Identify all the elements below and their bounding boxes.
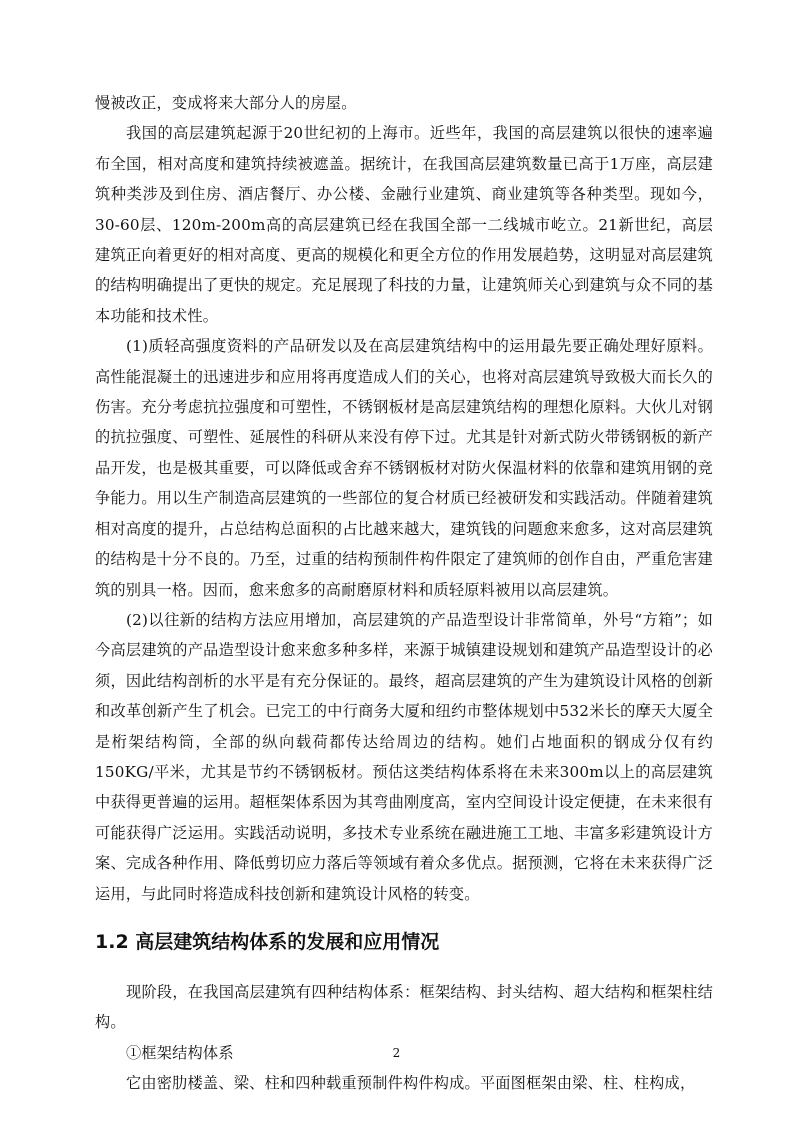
- paragraph-systems-intro: 现阶段，在我国高层建筑有四种结构体系：框架结构、封头结构、超大结构和框架柱结构。: [95, 982, 713, 1032]
- paragraph-frame-description: 它由密肋楼盖、梁、柱和四种载重预制件构件构成。平面图框架由梁、柱、柱构成，: [126, 1074, 696, 1093]
- paragraph-history: 我国的高层建筑起源于20世纪初的上海市。近些年，我国的高层建筑以很快的速率遍布全国，相对高度和建筑持续被遮盖。据统计，在我国高层建筑数量已高于1万座，高层建筑种类涉及到住房、酒店餐厅、办公楼、金融行业建筑、商业建筑等各种类型。现如今，30-60层、120m-200m高的高层建筑已经在我国全部一二线城市屹立。21新世纪，高层建筑正向着更好的相对高度、更高的规模化和更全方位的作用发展趋势，这明显对高层建筑的结构明确提出了更快的规定。充足展现了科技的力量，让建筑师关心到建筑与众不同的基本功能和技术性。: [95, 124, 713, 325]
- paragraph-structures: (2)以往新的结构方法应用增加，高层建筑的产品造型设计非常简单，外号“方箱”；如今高层建筑的产品造型设计愈来愈多种多样，来源于城镇建设规划和建筑产品造型设计的必须，因此结构剖析的水平是有充分保证的。最终，超高层建筑的产生为建筑设计风格的创新和改革创新产生了机会。已完工的中行商务大厦和纽约市整体规划中532米长的摩天大厦全是桁架结构筒，全部的纵向载荷都传达给周边的结构。她们占地面积的钢成分仅有约150KG/平米，尤其是节约不锈钢板材。预估这类结构体系将在未来300m以上的高层建筑中获得更普遍的运用。超框架体系因为其弯曲刚度高，室内空间设计设定便捷，在未来很有可能获得广泛运用。实践活动说明，多技术专业系统在融进施工工地、丰富多彩建筑设计方案、完成各种作用、降低剪切应力落后等领域有着众多优点。据预测，它将在未来获得广泛运用，与此同时将造成科技创新和建筑设计风格的转变。: [95, 610, 713, 903]
- page-body: [95, 88, 713, 1099]
- paragraph-frame-title: ①框架结构体系: [126, 1043, 234, 1062]
- page-number: 2: [392, 1046, 401, 1060]
- section-heading: 1.2 高层建筑结构体系的发展和应用情况: [95, 930, 440, 953]
- paragraph-continuation: 慢被改正，变成将来大部分人的房屋。: [95, 94, 357, 112]
- paragraph-materials: (1)质轻高强度资料的产品研发以及在高层建筑结构中的运用最先要正确处理好原料。高性能混凝土的迅速进步和应用将再度造成人们的关心，也将对高层建筑导致极大而长久的伤害。充分考虑抗拉强度和可塑性，不锈钢板材是高层建筑结构的理想化原料。大伙儿对钢的抗拉强度、可塑性、延展性的科研从来没有停下过。尤其是针对新式防火带锈钢板的新产品开发，也是极其重要，可以降低或舍弃不锈钢板材对防火保温材料的依靠和建筑用钢的竞争能力。用以生产制造高层建筑的一些部位的复合材质已经被研发和实践活动。伴随着建筑相对高度的提升，占总结构总面积的占比越来越大，建筑钱的问题愈来愈多，这对高层建筑的结构是十分不良的。乃至，过重的结构预制件构件限定了建筑师的创作自由，严重危害建筑的别具一格。因而，愈来愈多的高耐磨原材料和质轻原料被用以高层建筑。: [95, 337, 713, 599]
